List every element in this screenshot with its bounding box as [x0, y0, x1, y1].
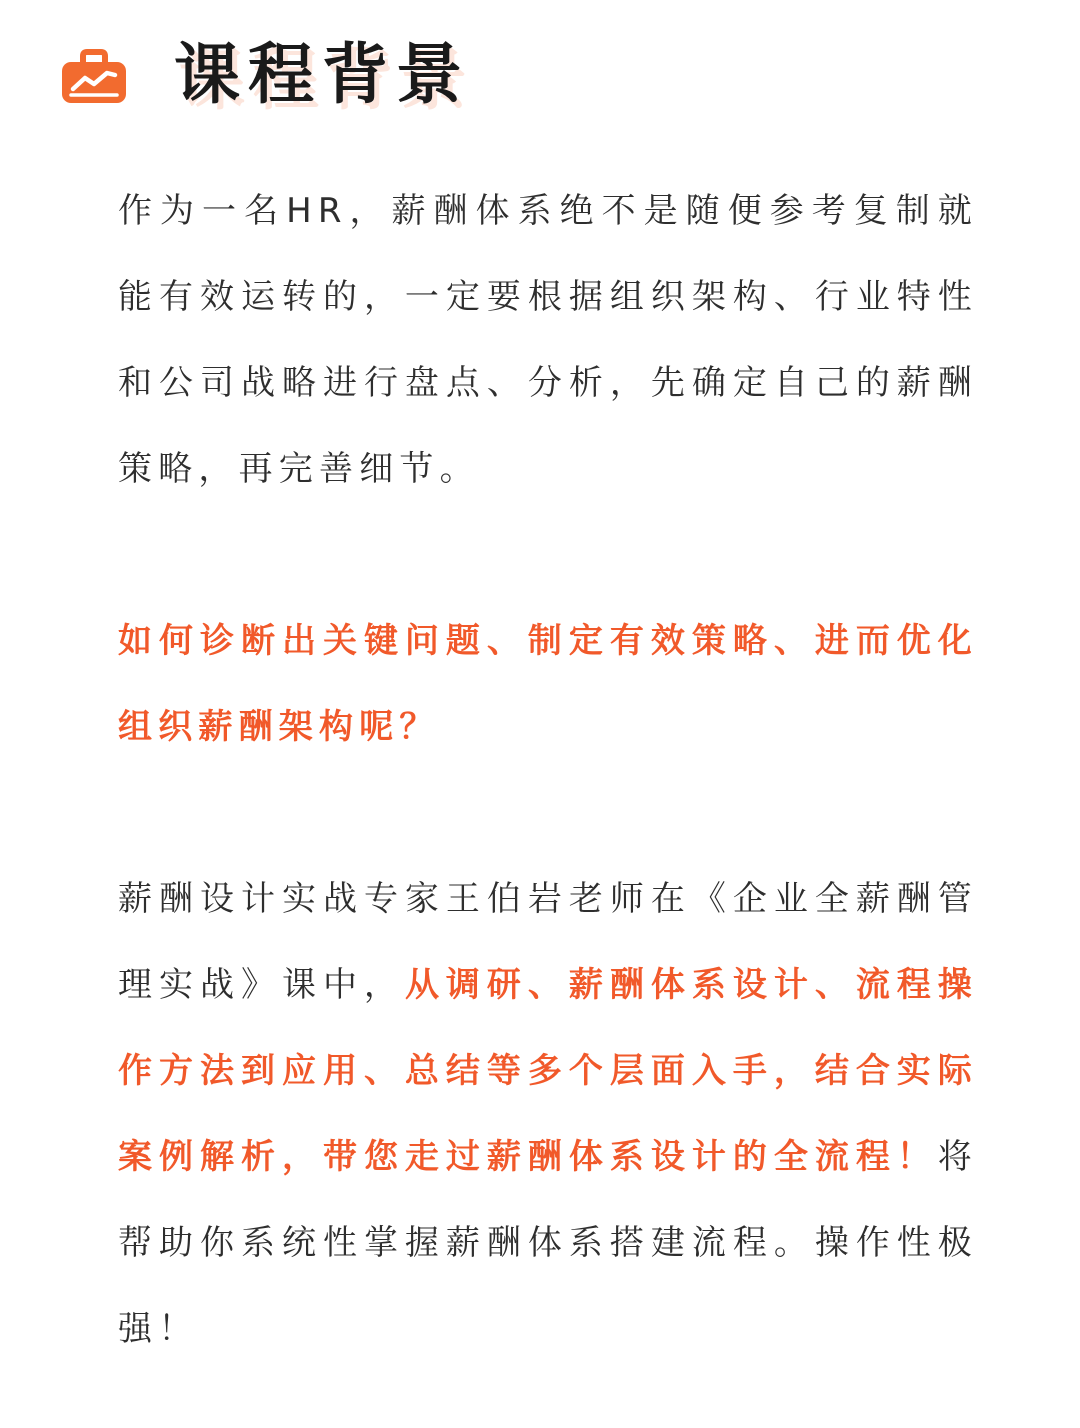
briefcase-chart-icon [60, 49, 128, 105]
page-title: 课程背景 [174, 36, 470, 113]
section-header [60, 30, 470, 120]
key-question: 如何诊断出关键问题、制定有效策略、进而优化组织薪酬架构呢？ [118, 621, 978, 747]
course-intro-text: 薪酬设计实战专家王伯岩老师在《企业全薪酬管理实战》课中， [118, 879, 978, 1005]
intro-paragraph: 作为一名HR，薪酬体系绝不是随便参考复制就能有效运转的，一定要根据组织架构、行业特性和公司战略进行盘点、分析，先确定自己的薪酬策略，再完善细节。 [118, 191, 978, 489]
course-description [118, 856, 978, 1372]
course-highlight-text: 从调研、薪酬体系设计、流程操作方法到应用、总结等多个层面入手，结合实际案例解析，带您走过薪酬体系设计的全流程！ [118, 965, 978, 1177]
course-outro-text: 将帮助你系统性掌握薪酬体系搭建流程。操作性极强！ [118, 1137, 978, 1349]
course-background-body [118, 168, 978, 1372]
